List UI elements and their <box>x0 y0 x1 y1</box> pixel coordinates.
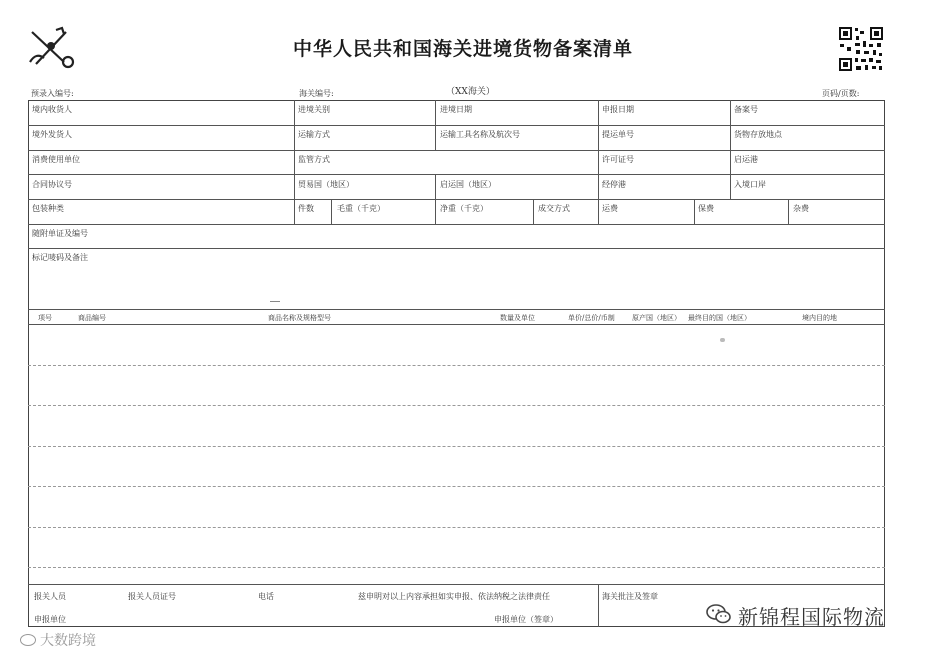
watermark-right-text: 新锦程国际物流 <box>738 605 885 629</box>
record-number-label: 备案号 <box>734 105 758 114</box>
consumer-unit-label: 消费使用单位 <box>32 155 80 164</box>
package-type-label: 包装种类 <box>32 204 64 213</box>
goods-header-domestic-dest: 境内目的地 <box>802 314 837 322</box>
freight-label: 运费 <box>602 204 618 213</box>
watermark-right <box>706 601 885 630</box>
trade-country-label: 贸易国（地区） <box>298 180 354 189</box>
bill-of-lading-label: 提运单号 <box>602 130 634 139</box>
piece-count-label: 件数 <box>298 204 314 213</box>
goods-header-destination: 最终目的国（地区） <box>688 314 751 322</box>
net-weight-label: 净重（千克） <box>440 204 488 213</box>
transaction-mode-label: 成交方式 <box>538 204 570 213</box>
weibo-icon <box>20 634 36 646</box>
port-of-departure-label: 启运港 <box>734 155 758 164</box>
watermark-left <box>20 630 96 650</box>
attached-documents-label: 随附单证及编号 <box>32 229 88 238</box>
supervision-mode-label: 监管方式 <box>298 155 330 164</box>
page-info-label: 页码/页数: <box>822 89 860 98</box>
goods-header-origin: 原产国（地区） <box>632 314 681 322</box>
misc-charges-label: 杂费 <box>793 204 809 213</box>
marks-remarks-label: 标记唛码及备注 <box>32 253 88 262</box>
legal-statement: 兹申明对以上内容承担如实申报、依法纳税之法律责任 <box>358 592 550 601</box>
transport-mode-label: 运输方式 <box>298 130 330 139</box>
license-number-label: 许可证号 <box>602 155 634 164</box>
entry-date-label: 进境日期 <box>440 105 472 114</box>
declarant-label: 报关人员 <box>34 592 66 601</box>
overseas-shipper-label: 境外发货人 <box>32 130 72 139</box>
pre-entry-number-label: 预录入编号: <box>31 89 74 98</box>
goods-header-item-no: 项号 <box>38 314 52 322</box>
goods-header-name: 商品名称及规格型号 <box>268 314 331 322</box>
entry-port-label: 进境关别 <box>298 105 330 114</box>
qr-code-icon <box>838 26 884 72</box>
form-title: 中华人民共和国海关进境货物备案清单 <box>292 38 633 60</box>
goods-header-code: 商品编号 <box>78 314 106 322</box>
vessel-voyage-label: 运输工具名称及航次号 <box>440 130 520 139</box>
goods-header-quantity: 数量及单位 <box>500 314 535 322</box>
customs-name: （XX海关） <box>446 87 495 97</box>
unit-seal-label: 申报单位（签章） <box>494 615 558 624</box>
transit-port-label: 经停港 <box>602 180 626 189</box>
contract-number-label: 合同协议号 <box>32 180 72 189</box>
insurance-label: 保费 <box>698 204 714 213</box>
goods-header-price: 单价/总价/币制 <box>568 314 615 322</box>
entry-gateway-label: 入境口岸 <box>734 180 766 189</box>
customs-approval-label: 海关批注及签章 <box>602 592 658 601</box>
storage-location-label: 货物存放地点 <box>734 130 782 139</box>
domestic-consignee-label: 境内收货人 <box>32 105 72 114</box>
gross-weight-label: 毛重（千克） <box>337 204 385 213</box>
watermark-left-text: 大数跨境 <box>40 633 96 649</box>
declaring-unit-label: 申报单位 <box>34 615 66 624</box>
declarant-cert-label: 报关人员证号 <box>128 592 176 601</box>
phone-label: 电话 <box>258 592 274 601</box>
customs-number-label: 海关编号: <box>299 89 334 98</box>
declaration-date-label: 申报日期 <box>602 105 634 114</box>
departure-country-label: 启运国（地区） <box>440 180 496 189</box>
wechat-icon <box>706 603 732 629</box>
